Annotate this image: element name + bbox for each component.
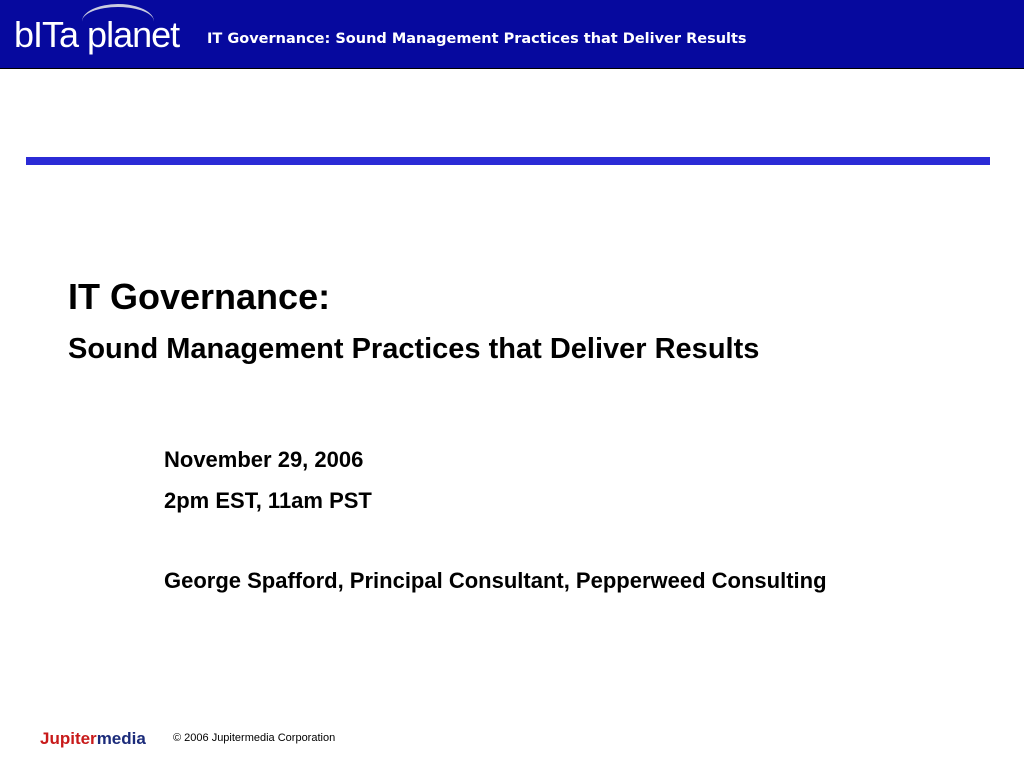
jupitermedia-logo xyxy=(40,728,146,750)
logo-part-media: media xyxy=(96,729,146,748)
presenter-info: George Spafford, Principal Consultant, Pepperweed Consulting xyxy=(164,568,827,593)
header-bar xyxy=(0,0,1024,69)
logo-part-jupiter: Jupiter xyxy=(40,729,97,748)
header-title: IT Governance: Sound Management Practices that Deliver Results xyxy=(207,31,747,47)
slide-title: IT Governance: xyxy=(68,276,331,317)
copyright-notice: © 2006 Jupitermedia Corporation xyxy=(173,732,336,744)
title-divider xyxy=(26,157,990,165)
event-time: 2pm EST, 11am PST xyxy=(164,488,372,513)
bita-planet-logo xyxy=(14,10,179,60)
slide-subtitle: Sound Management Practices that Deliver Results xyxy=(68,333,760,365)
logo-arc-icon xyxy=(82,4,154,39)
logo-text: bITa planet xyxy=(14,14,180,55)
event-date: November 29, 2006 xyxy=(164,447,364,472)
